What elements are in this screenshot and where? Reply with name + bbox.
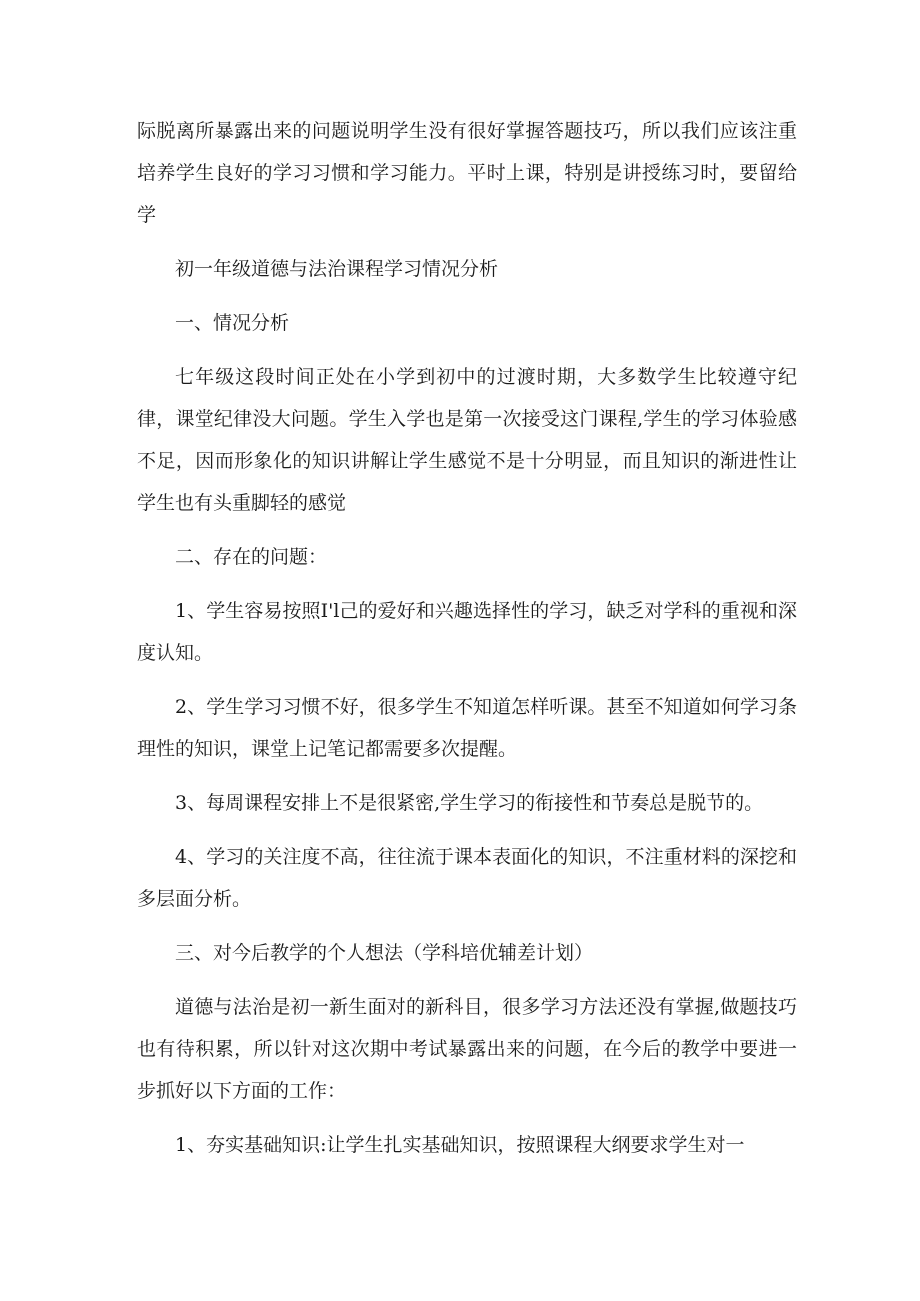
section-heading-problems: 二、存在的问题：: [175, 546, 328, 568]
list-item-problem-2: 2、学生学习习惯不好，很多学生不知道怎样听课。甚至不知道如何学习条理性的知识，课堂上记笔记都需要多次提醒。: [137, 696, 797, 760]
section-heading-situation: 一、情况分析: [175, 312, 290, 334]
paragraph-situation: 七年级这段时间正处在小学到初中的过渡时期，大多数学生比较遵守纪律，课堂纪律没大问题。学生入学也是第一次接受这门课程,学生的学习体验感不足，因而形象化的知识讲解让学生感觉不是十分明显，而且知识的渐进性让学生也有头重脚轻的感觉: [137, 366, 797, 514]
list-item-problem-1: 1、学生容易按照I'l己的爱好和兴趣选择性的学习，缺乏对学科的重视和深度认知。: [137, 600, 797, 664]
paragraph-plan: 道德与法治是初一新生面对的新科目，很多学习方法还没有掌握,做题技巧也有待积累，所以针对这次期中考试暴露出来的问题，在今后的教学中要进一步抓好以下方面的工作：: [137, 996, 797, 1102]
document-title: 初一年级道德与法治课程学习情况分析: [175, 258, 499, 280]
section-heading-plan: 三、对今后教学的个人想法（学科培优辅差计划）: [175, 942, 594, 964]
list-item-problem-3: 3、每周课程安排上不是很紧密,学生学习的衔接性和节奏总是脱节的。: [175, 792, 764, 814]
paragraph-continuation: 际脱离所暴露出来的问题说明学生没有很好掌握答题技巧，所以我们应该注重培养学生良好的学习习惯和学习能力。平时上课，特别是讲授练习时，要留给学: [137, 120, 797, 226]
list-item-plan-1: 1、夯实基础知识:让学生扎实基础知识，按照课程大纲要求学生对一: [175, 1134, 745, 1156]
document-body: [137, 110, 797, 1166]
list-item-problem-4: 4、学习的关注度不高，往往流于课本表面化的知识，不注重材料的深挖和多层面分析。: [137, 846, 797, 910]
